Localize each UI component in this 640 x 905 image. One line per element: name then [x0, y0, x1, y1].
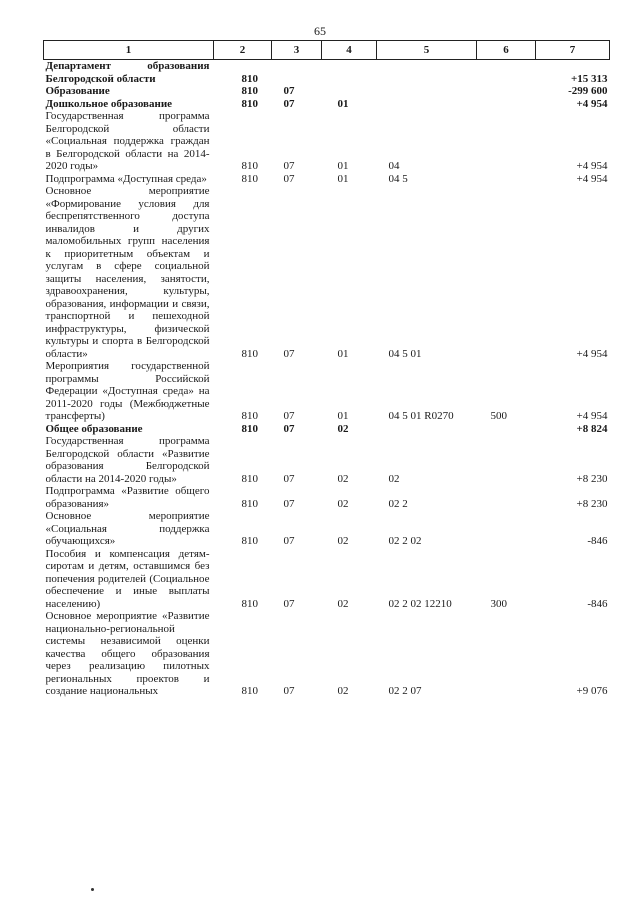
row-gr-code: 810 [241, 422, 258, 435]
table-row [44, 610, 610, 698]
row-target-article: 04 5 01 [388, 347, 422, 360]
row-amount: +4 954 [576, 347, 608, 360]
table-body [44, 60, 610, 698]
row-expense-type [477, 98, 536, 111]
row-expense-type: 500 [490, 410, 507, 422]
row-expense-type [477, 185, 536, 360]
table-row [44, 173, 610, 186]
column-header: 6 [477, 41, 536, 60]
row-section-code: 07 [283, 535, 295, 547]
row-subsection-code: 02 [337, 535, 349, 547]
row-name: Дошкольное образование [45, 97, 173, 110]
row-subsection-code: 01 [337, 160, 349, 172]
row-target-article: 04 5 01 R0270 [388, 410, 454, 422]
row-amount: +15 313 [570, 72, 608, 85]
row-section-code: 07 [283, 85, 295, 97]
row-name: Образование [45, 85, 110, 97]
row-section-code: 07 [283, 172, 295, 185]
row-subsection-code: 01 [337, 97, 349, 110]
row-amount: +4 954 [576, 172, 608, 185]
column-header: 1 [44, 41, 214, 60]
row-target-article [377, 423, 477, 436]
row-section-code: 07 [283, 472, 295, 485]
row-amount: +8 824 [576, 422, 608, 435]
row-name: Мероприятия государственной программы Российской Федерации «Доступная среда» на 2011-2020 годы (Межбюджетные трансферты) [45, 360, 210, 422]
row-subsection-code: 02 [337, 422, 349, 435]
row-section-code: 07 [283, 410, 295, 422]
row-expense-type [477, 423, 536, 436]
row-section-code: 07 [283, 347, 295, 360]
row-gr-code: 810 [241, 97, 258, 110]
row-subsection-code: 01 [337, 410, 349, 422]
row-gr-code: 810 [241, 685, 258, 697]
table-row [44, 60, 610, 86]
row-amount: -846 [587, 597, 608, 610]
row-amount: +4 954 [576, 160, 608, 172]
row-gr-code: 810 [241, 347, 258, 360]
row-section-code: 07 [283, 422, 295, 435]
row-target-article: 02 2 02 [388, 535, 422, 547]
row-target-article: 04 [388, 160, 400, 172]
row-expense-type [477, 485, 536, 510]
row-name: Подпрограмма «Развитие общего образования» [45, 485, 210, 510]
row-target-article: 02 2 02 12210 [388, 597, 452, 610]
table-row [44, 485, 610, 510]
column-header: 4 [322, 41, 377, 60]
table-row [44, 423, 610, 436]
row-name: Государственная программа Белгородской области «Развитие образования Белгородской области на 2014-2020 годы» [45, 435, 210, 485]
row-amount: +8 230 [576, 472, 608, 485]
row-gr-code: 810 [241, 85, 258, 97]
row-subsection-code: 01 [337, 347, 349, 360]
budget-table [43, 40, 610, 698]
row-target-article [377, 60, 477, 86]
column-header: 7 [536, 41, 610, 60]
row-amount: -299 600 [568, 85, 608, 97]
row-subsection-code: 02 [337, 472, 349, 485]
row-amount: -846 [587, 535, 608, 547]
row-name: Пособия и компенсация детям-сиротам и детям, оставшимся без попечения родителей (Социальное обеспечение и иные выплаты населению) [45, 547, 210, 610]
table-row [44, 548, 610, 611]
row-subsection-code: 02 [337, 497, 349, 510]
row-name: Подпрограмма «Доступная среда» [45, 172, 207, 185]
row-expense-type [477, 610, 536, 698]
row-amount: +9 076 [576, 685, 608, 697]
row-target-article [377, 98, 477, 111]
row-amount: +8 230 [576, 497, 608, 510]
row-gr-code: 810 [241, 597, 258, 610]
row-section-code: 07 [283, 160, 295, 172]
row-gr-code: 810 [241, 72, 258, 85]
table-row [44, 85, 610, 98]
table-row [44, 360, 610, 423]
scan-speck [91, 888, 94, 891]
row-expense-type [477, 435, 536, 485]
row-expense-type [477, 60, 536, 86]
row-amount: +4 954 [576, 97, 608, 110]
row-target-article: 02 [388, 472, 400, 485]
row-section-code [272, 60, 322, 86]
table-row [44, 185, 610, 360]
table-row [44, 435, 610, 485]
row-target-article: 02 2 07 [388, 685, 422, 697]
row-gr-code: 810 [241, 172, 258, 185]
row-name: Основное мероприятие «Формирование условия для беспрепятственного доступа инвалидов и других маломобильных групп населения к приоритетным объектам и услугам в сфере социальной защиты населения, занятости, здравоохранения, культуры, образования, информации и связи, транспортной и пешеходной инфраструктуры, физической культуры и спорта в Белгородской области» [45, 185, 210, 360]
row-subsection-code: 01 [337, 172, 349, 185]
row-expense-type: 300 [490, 597, 507, 610]
row-expense-type [477, 85, 536, 98]
row-target-article: 02 2 [388, 497, 408, 510]
row-subsection-code: 02 [337, 597, 349, 610]
column-header: 2 [214, 41, 272, 60]
row-subsection-code: 02 [337, 685, 349, 697]
table-row [44, 98, 610, 111]
row-expense-type [477, 110, 536, 173]
row-target-article [377, 85, 477, 98]
row-gr-code: 810 [241, 160, 258, 172]
row-expense-type [477, 510, 536, 548]
row-name: Основное мероприятие «Развитие национально-региональной системы независимой оценки качества общего образования через реализацию пилотных региональных проектов и создание национальных [45, 610, 210, 697]
row-name: Основное мероприятие «Социальная поддержка обучающихся» [45, 510, 210, 547]
row-gr-code: 810 [241, 472, 258, 485]
column-header: 5 [377, 41, 477, 60]
row-gr-code: 810 [241, 535, 258, 547]
table-header-row [44, 41, 610, 60]
page-number: 65 [314, 24, 326, 38]
table-row [44, 510, 610, 548]
row-section-code: 07 [283, 685, 295, 697]
table-row [44, 110, 610, 173]
row-name: Департамент образования Белгородской области [45, 60, 210, 85]
row-expense-type [477, 173, 536, 186]
row-subsection-code [322, 60, 377, 86]
row-gr-code: 810 [241, 410, 258, 422]
row-subsection-code [322, 85, 377, 98]
row-section-code: 07 [283, 497, 295, 510]
column-header: 3 [272, 41, 322, 60]
row-name: Общее образование [45, 422, 143, 435]
row-target-article: 04 5 [388, 172, 408, 185]
row-name: Государственная программа Белгородской области «Социальная поддержка граждан в Белгородской области на 2014-2020 годы» [45, 110, 210, 172]
row-section-code: 07 [283, 597, 295, 610]
row-section-code: 07 [283, 97, 295, 110]
row-amount: +4 954 [576, 410, 608, 422]
row-gr-code: 810 [241, 497, 258, 510]
